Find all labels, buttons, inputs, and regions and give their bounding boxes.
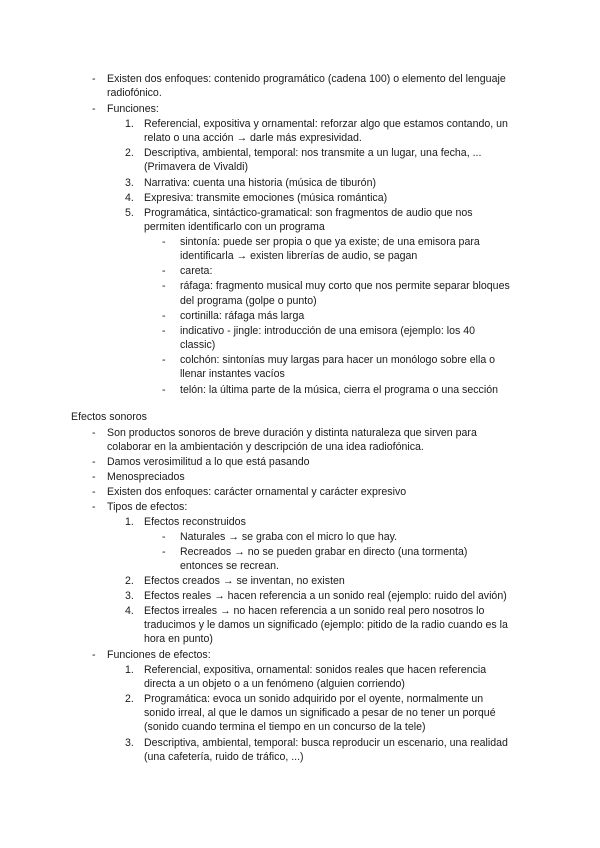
line-text: Efectos creados → se inventan, no existen [144, 575, 345, 587]
line-text: traducimos y le damos un significado (ejemplo: pitido de la radio cuando es la [144, 619, 508, 631]
line-text: Efectos irreales → no hacen referencia a un sonido real pero nosotros lo [144, 605, 485, 617]
line-text: Efectos reconstruidos [144, 516, 246, 528]
line-text: radiofónico. [107, 87, 162, 99]
bullet-marker: - [162, 236, 166, 248]
bullet-marker: - [92, 456, 96, 468]
bullet-marker: - [92, 427, 96, 439]
line-text: Existen dos enfoques: carácter ornamental y carácter expresivo [107, 486, 407, 498]
bullet-marker: - [162, 531, 166, 543]
line-text: Narrativa: cuenta una historia (música de tiburón) [144, 177, 376, 189]
line-text: entonces se recrean. [180, 560, 279, 572]
line-text: Referencial, expositiva, ornamental: sonidos reales que hacen referencia [144, 664, 487, 676]
number-marker: 1. [125, 516, 134, 528]
line-text: Tipos de efectos: [107, 501, 188, 513]
bullet-marker: - [162, 265, 166, 277]
line-text: llenar instantes vacíos [180, 368, 285, 380]
line-text: hora en punto) [144, 633, 213, 645]
line-text: identificarla → existen librerías de audio, se pagan [180, 250, 418, 262]
line-text: Funciones de efectos: [107, 649, 211, 661]
bullet-marker: - [92, 103, 96, 115]
bullet-marker: - [162, 384, 166, 396]
line-text: del programa (golpe o punto) [180, 295, 317, 307]
line-text: cortinilla: ráfaga más larga [180, 310, 305, 322]
bullet-marker: - [92, 471, 96, 483]
line-text: Recreados → no se pueden grabar en directo (una tormenta) [180, 546, 468, 558]
line-text: careta: [180, 265, 213, 277]
number-marker: 2. [125, 147, 134, 159]
number-marker: 1. [125, 118, 134, 130]
bullet-marker: - [92, 649, 96, 661]
line-text: colaborar en la ambientación y descripción de una idea radiofónica. [107, 441, 424, 453]
bullet-marker: - [162, 280, 166, 292]
bullet-marker: - [92, 486, 96, 498]
line-text: relato o una acción → darle más expresividad. [144, 132, 362, 144]
number-marker: 4. [125, 192, 134, 204]
bullet-marker: - [92, 501, 96, 513]
line-text: indicativo - jingle: introducción de una emisora (ejemplo: los 40 [180, 325, 476, 337]
bullet-marker: - [162, 310, 166, 322]
bullet-marker: - [162, 546, 166, 558]
line-text: Son productos sonoros de breve duración y distinta naturaleza que sirven para [107, 427, 477, 439]
line-text: Efectos reales → hacen referencia a un sonido real (ejemplo: ruido del avión) [144, 590, 507, 602]
line-text: Referencial, expositiva y ornamental: reforzar algo que estamos contando, un [144, 118, 508, 130]
number-marker: 2. [125, 575, 134, 587]
line-text: (sonido cuando termina el tiempo en un concurso de la tele) [144, 721, 426, 733]
line-text: ráfaga: fragmento musical muy corto que nos permite separar bloques [180, 280, 510, 292]
line-text: permiten identificarlo con un programa [144, 221, 325, 233]
line-text: Programática, sintáctico-gramatical: son fragmentos de audio que nos [144, 207, 473, 219]
number-marker: 1. [125, 664, 134, 676]
number-marker: 3. [125, 590, 134, 602]
number-marker: 4. [125, 605, 134, 617]
line-text: Naturales → se graba con el micro lo que hay. [180, 531, 398, 543]
line-text: (una cafetería, ruido de tráfico, ...) [144, 751, 304, 763]
number-marker: 3. [125, 737, 134, 749]
line-text: Damos verosimilitud a lo que está pasando [107, 456, 310, 468]
bullet-marker: - [162, 325, 166, 337]
line-text: Programática: evoca un sonido adquirido por el oyente, normalmente un [144, 693, 484, 705]
line-text: Descriptiva, ambiental, temporal: nos transmite a un lugar, una fecha, ... [144, 147, 482, 159]
line-text: colchón: sintonías muy largas para hacer un monólogo sobre ella o [180, 354, 496, 366]
line-text: sonido irreal, al que le damos un significado a pesar de no tener un porqué [144, 707, 496, 719]
line-text: sintonía: puede ser propia o que ya existe; de una emisora para [180, 236, 480, 248]
line-text: telón: la última parte de la música, cierra el programa o una sección [180, 384, 498, 396]
number-marker: 3. [125, 177, 134, 189]
number-marker: 5. [125, 207, 134, 219]
number-marker: 2. [125, 693, 134, 705]
line-text: Funciones: [107, 103, 159, 115]
line-text: (Primavera de Vivaldi) [144, 161, 249, 173]
heading-text: Efectos sonoros [71, 411, 147, 423]
line-text: Descriptiva, ambiental, temporal: busca reproducir un escenario, una realidad [144, 737, 508, 749]
line-text: Menospreciados [107, 471, 185, 483]
bullet-marker: - [92, 73, 96, 85]
line-text: Existen dos enfoques: contenido programático (cadena 100) o elemento del lenguaje [107, 73, 506, 85]
line-text: directa a un objeto o a un fenómeno (alguien corriendo) [144, 678, 405, 690]
bullet-marker: - [162, 354, 166, 366]
line-text: classic) [180, 339, 216, 351]
line-text: Expresiva: transmite emociones (música romántica) [144, 192, 388, 204]
